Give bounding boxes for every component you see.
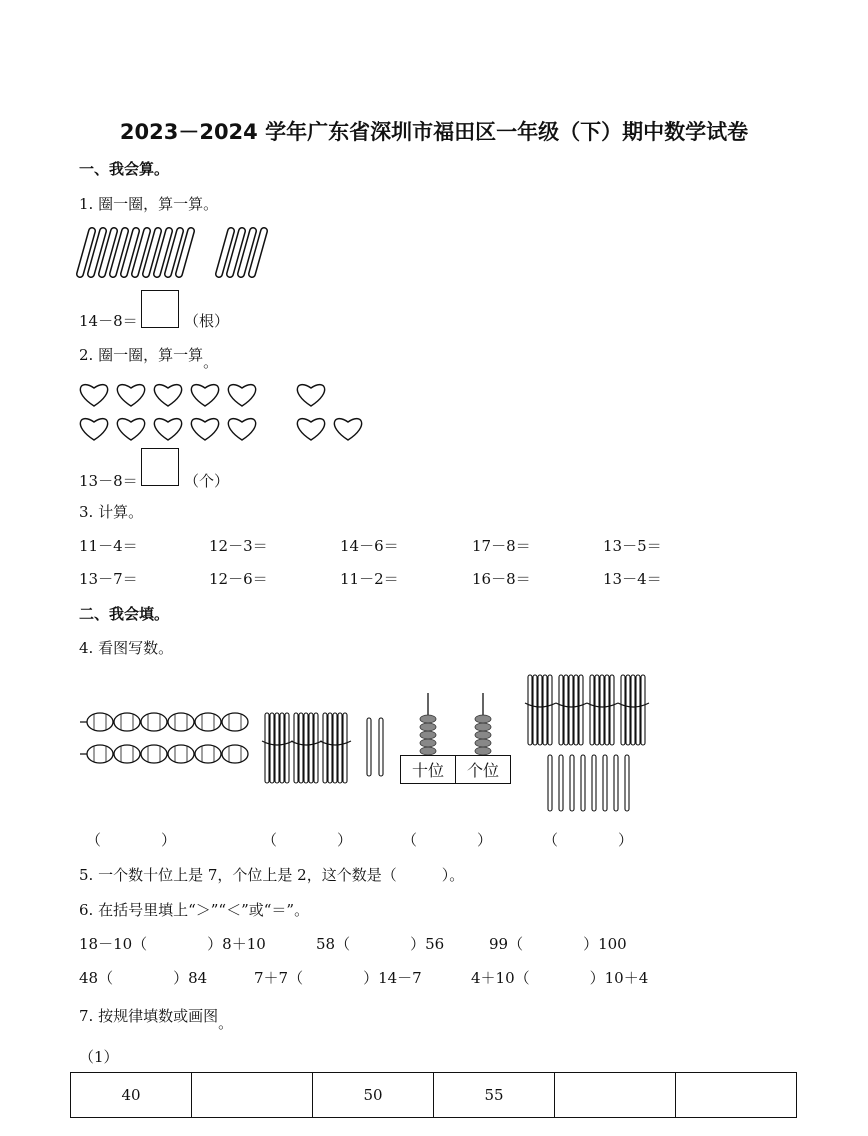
pattern-cell-blank[interactable] xyxy=(676,1073,797,1118)
abacus-bead xyxy=(420,715,436,723)
stick xyxy=(579,675,583,745)
stick xyxy=(548,675,552,745)
pattern-cell: 40 xyxy=(71,1073,192,1118)
stick xyxy=(280,713,284,783)
question-3-prompt: 3. 计算。 xyxy=(79,503,144,521)
calc-item: 14－6＝ xyxy=(340,537,399,555)
bead xyxy=(114,713,140,731)
abacus-bead xyxy=(420,731,436,739)
answer-blank[interactable]: （ ） xyxy=(262,831,353,849)
bead xyxy=(141,745,167,763)
stick xyxy=(559,755,563,811)
stick xyxy=(299,713,303,783)
abacus-bead xyxy=(475,739,491,747)
pattern-cell-blank[interactable] xyxy=(555,1073,676,1118)
question-1-prompt: 1. 圈一圈，算一算。 xyxy=(79,195,219,213)
stick xyxy=(559,675,563,745)
question-6-prompt: 6. 在括号里填上“＞”“＜”或“＝”。 xyxy=(79,901,310,919)
compare-item: 48（ ）84 xyxy=(79,969,208,987)
stick xyxy=(294,713,298,783)
calc-item: 13－7＝ xyxy=(79,570,138,588)
stick xyxy=(569,675,573,745)
question-5: 5. 一个数十位上是 7，个位上是 2，这个数是（ ）。 xyxy=(79,866,465,884)
stick xyxy=(590,675,594,745)
stick xyxy=(343,713,347,783)
stick xyxy=(548,755,552,811)
bead xyxy=(222,713,248,731)
calc-item: 11－2＝ xyxy=(340,570,399,588)
bead xyxy=(168,745,194,763)
stick xyxy=(275,713,279,783)
bead xyxy=(195,745,221,763)
stick xyxy=(570,755,574,811)
stick xyxy=(626,675,630,745)
stick xyxy=(614,755,618,811)
pattern-cell-blank[interactable] xyxy=(192,1073,313,1118)
stick xyxy=(538,675,542,745)
stick xyxy=(338,713,342,783)
calc-item: 11－4＝ xyxy=(79,537,138,555)
calc-item: 12－3＝ xyxy=(209,537,268,555)
stick xyxy=(621,675,625,745)
question-2-unit: （个） xyxy=(184,472,230,490)
stick xyxy=(610,675,614,745)
question-1-equation: 14－8＝ xyxy=(79,312,138,330)
stick xyxy=(543,675,547,745)
stick xyxy=(600,675,604,745)
stick xyxy=(367,718,371,776)
calc-item: 16－8＝ xyxy=(472,570,531,588)
calc-item: 12－6＝ xyxy=(209,570,268,588)
bead xyxy=(114,745,140,763)
tens-place-label: 十位 xyxy=(401,756,456,784)
calc-item: 13－5＝ xyxy=(603,537,662,555)
bead xyxy=(87,713,113,731)
section-heading-2: 二、我会填。 xyxy=(79,605,170,623)
compare-item: 99（ ）100 xyxy=(489,935,627,953)
stick xyxy=(323,713,327,783)
bead xyxy=(195,713,221,731)
stick xyxy=(631,675,635,745)
bead xyxy=(168,713,194,731)
question-1-unit: （根） xyxy=(184,312,230,330)
question-2-prompt: 2. 圈一圈，算一算。 xyxy=(79,346,219,371)
pattern-cell: 50 xyxy=(313,1073,434,1118)
bead xyxy=(141,713,167,731)
bead xyxy=(222,745,248,763)
stick xyxy=(636,675,640,745)
abacus-bead xyxy=(475,731,491,739)
stick xyxy=(528,675,532,745)
stick xyxy=(333,713,337,783)
stick xyxy=(641,675,645,745)
answer-blank[interactable]: （ ） xyxy=(402,831,493,849)
stick xyxy=(314,713,318,783)
abacus-bead xyxy=(475,723,491,731)
ones-place-label: 个位 xyxy=(456,756,511,784)
question-2-equation: 13－8＝ xyxy=(79,472,138,490)
stick xyxy=(595,675,599,745)
compare-item: 4＋10（ ）10＋4 xyxy=(471,969,649,987)
stick xyxy=(328,713,332,783)
abacus-bead xyxy=(475,747,491,755)
stick xyxy=(379,718,383,776)
abacus-bead xyxy=(420,739,436,747)
stick xyxy=(270,713,274,783)
compare-item: 58（ ）56 xyxy=(316,935,445,953)
stick xyxy=(574,675,578,745)
bead xyxy=(87,745,113,763)
answer-blank[interactable]: （ ） xyxy=(543,831,634,849)
answer-blank[interactable]: （ ） xyxy=(86,831,177,849)
page-title: 2023－2024 学年广东省深圳市福田区一年级（下）期中数学试卷 xyxy=(119,120,749,144)
stick xyxy=(285,713,289,783)
sub-question-label: （1） xyxy=(79,1048,119,1066)
place-value-table xyxy=(400,755,511,784)
pattern-cell: 55 xyxy=(434,1073,555,1118)
stick xyxy=(581,755,585,811)
calc-item: 17－8＝ xyxy=(472,537,531,555)
pattern-table xyxy=(70,1072,797,1118)
calc-item: 13－4＝ xyxy=(603,570,662,588)
stick xyxy=(592,755,596,811)
stick xyxy=(304,713,308,783)
question-4-prompt: 4. 看图写数。 xyxy=(79,639,174,657)
stick xyxy=(265,713,269,783)
abacus-bead xyxy=(420,747,436,755)
abacus-bead xyxy=(420,723,436,731)
compare-item: 7＋7（ ）14－7 xyxy=(254,969,422,987)
section-heading-1: 一、我会算。 xyxy=(79,160,170,178)
compare-item: 18－10（ ）8＋10 xyxy=(79,935,266,953)
stick xyxy=(564,675,568,745)
stick xyxy=(309,713,313,783)
stick xyxy=(603,755,607,811)
stick xyxy=(625,755,629,811)
abacus-bead xyxy=(475,715,491,723)
stick xyxy=(605,675,609,745)
question-7-prompt: 7. 按规律填数或画图。 xyxy=(79,1007,234,1032)
stick xyxy=(533,675,537,745)
